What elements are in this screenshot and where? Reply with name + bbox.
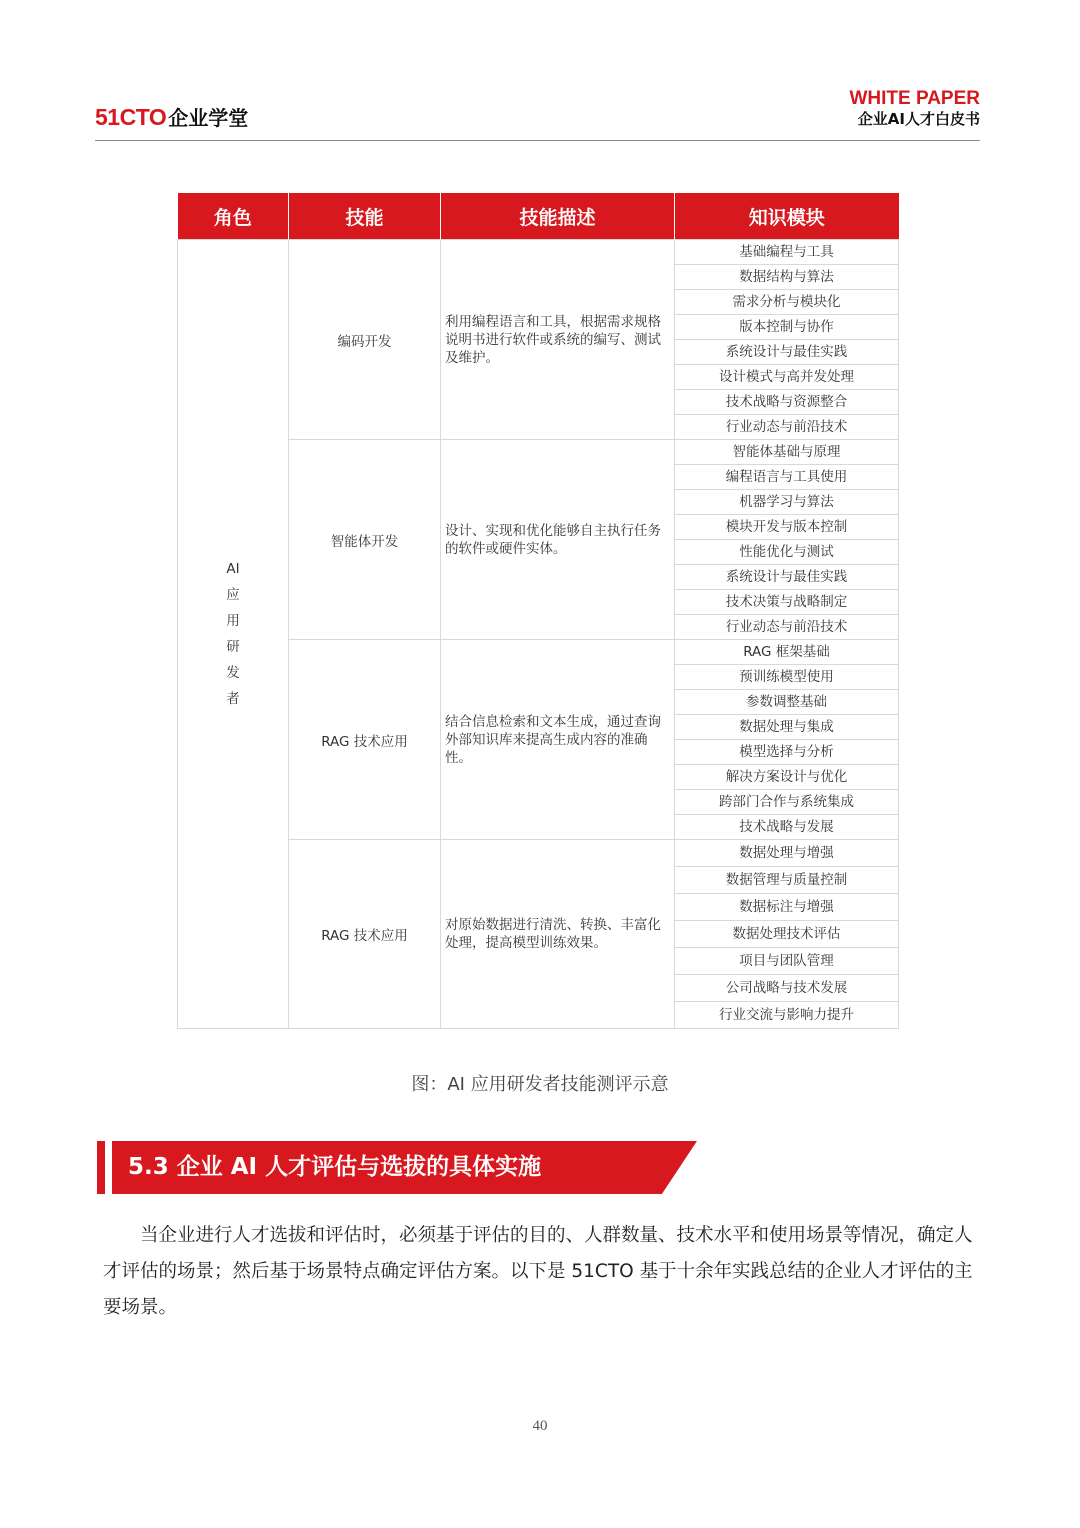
module-cell: 预训练模型使用 [675,665,899,690]
logo-mark: 51CTO [95,104,167,130]
module-cell: 技术战略与资源整合 [675,390,899,415]
module-cell: 系统设计与最佳实践 [675,340,899,365]
module-cell: 模型选择与分析 [675,740,899,765]
module-cell: 机器学习与算法 [675,490,899,515]
logo-text: 企业学堂 [168,106,249,130]
description-cell: 对原始数据进行清洗、转换、丰富化处理，提高模型训练效果。 [441,840,675,1029]
header-skill: 技能 [289,193,441,240]
module-cell: 参数调整基础 [675,690,899,715]
module-cell: 编程语言与工具使用 [675,465,899,490]
module-cell: 版本控制与协作 [675,315,899,340]
module-cell: 公司战略与技术发展 [675,975,899,1002]
white-paper-label [849,89,980,129]
body-paragraph: 当企业进行人才选拔和评估时，必须基于评估的目的、人群数量、技术水平和使用场景等情况，确定人才评估的场景；然后基于场景特点确定评估方案。以下是 51CTO 基于十余年实践总结的企业人才评估的主要场景。 [103,1225,973,1318]
module-cell: 性能优化与测试 [675,540,899,565]
header-role: 角色 [178,193,289,240]
role-char: 者 [226,691,240,707]
module-cell: 数据处理技术评估 [675,921,899,948]
module-cell: 技术战略与发展 [675,815,899,840]
module-cell: 需求分析与模块化 [675,290,899,315]
module-cell: 数据处理与增强 [675,840,899,867]
module-cell: 系统设计与最佳实践 [675,565,899,590]
module-cell: 设计模式与高并发处理 [675,365,899,390]
header-modules: 知识模块 [675,193,899,240]
skill-cell: RAG 技术应用 [289,640,441,840]
skill-cell: RAG 技术应用 [289,840,441,1029]
module-cell: 数据管理与质量控制 [675,867,899,894]
description-cell: 利用编程语言和工具，根据需求规格说明书进行软件或系统的编写、测试及维护。 [441,240,675,440]
white-paper-title: WHITE PAPER [849,88,980,109]
module-cell: 数据标注与增强 [675,894,899,921]
role-char: 应 [226,587,240,603]
module-cell: 行业交流与影响力提升 [675,1002,899,1029]
skill-assessment-table [177,193,899,1029]
module-cell: 数据处理与集成 [675,715,899,740]
section-title: 5.3 企业 AI 人才评估与选拔的具体实施 [128,1154,542,1180]
role-char: AI [226,561,240,577]
module-cell: 基础编程与工具 [675,240,899,265]
module-cell: 项目与团队管理 [675,948,899,975]
table-header-row [178,193,899,240]
module-cell: 数据结构与算法 [675,265,899,290]
module-cell: 跨部门合作与系统集成 [675,790,899,815]
role-char: 用 [226,613,240,629]
role-char: 研 [226,639,240,655]
figure-caption: 图：AI 应用研发者技能测评示意 [411,1074,669,1095]
description-cell: 结合信息检索和文本生成，通过查询外部知识库来提高生成内容的准确性。 [441,640,675,840]
module-cell: 技术决策与战略制定 [675,590,899,615]
section-accent-bar [97,1141,105,1194]
page-number: 40 [532,1418,548,1434]
role-cell [178,240,289,1029]
description-cell: 设计、实现和优化能够自主执行任务的软件或硬件实体。 [441,440,675,640]
skill-cell: 智能体开发 [289,440,441,640]
logo [95,102,248,131]
module-cell: 解决方案设计与优化 [675,765,899,790]
module-cell: 模块开发与版本控制 [675,515,899,540]
module-cell: 行业动态与前沿技术 [675,615,899,640]
module-cell: RAG 框架基础 [675,640,899,665]
header-description: 技能描述 [441,193,675,240]
role-char: 发 [226,665,240,681]
page-header [95,88,980,141]
table-row [178,240,899,265]
module-cell: 智能体基础与原理 [675,440,899,465]
white-paper-subtitle: 企业AI人才白皮书 [857,110,980,128]
module-cell: 行业动态与前沿技术 [675,415,899,440]
skill-cell: 编码开发 [289,240,441,440]
